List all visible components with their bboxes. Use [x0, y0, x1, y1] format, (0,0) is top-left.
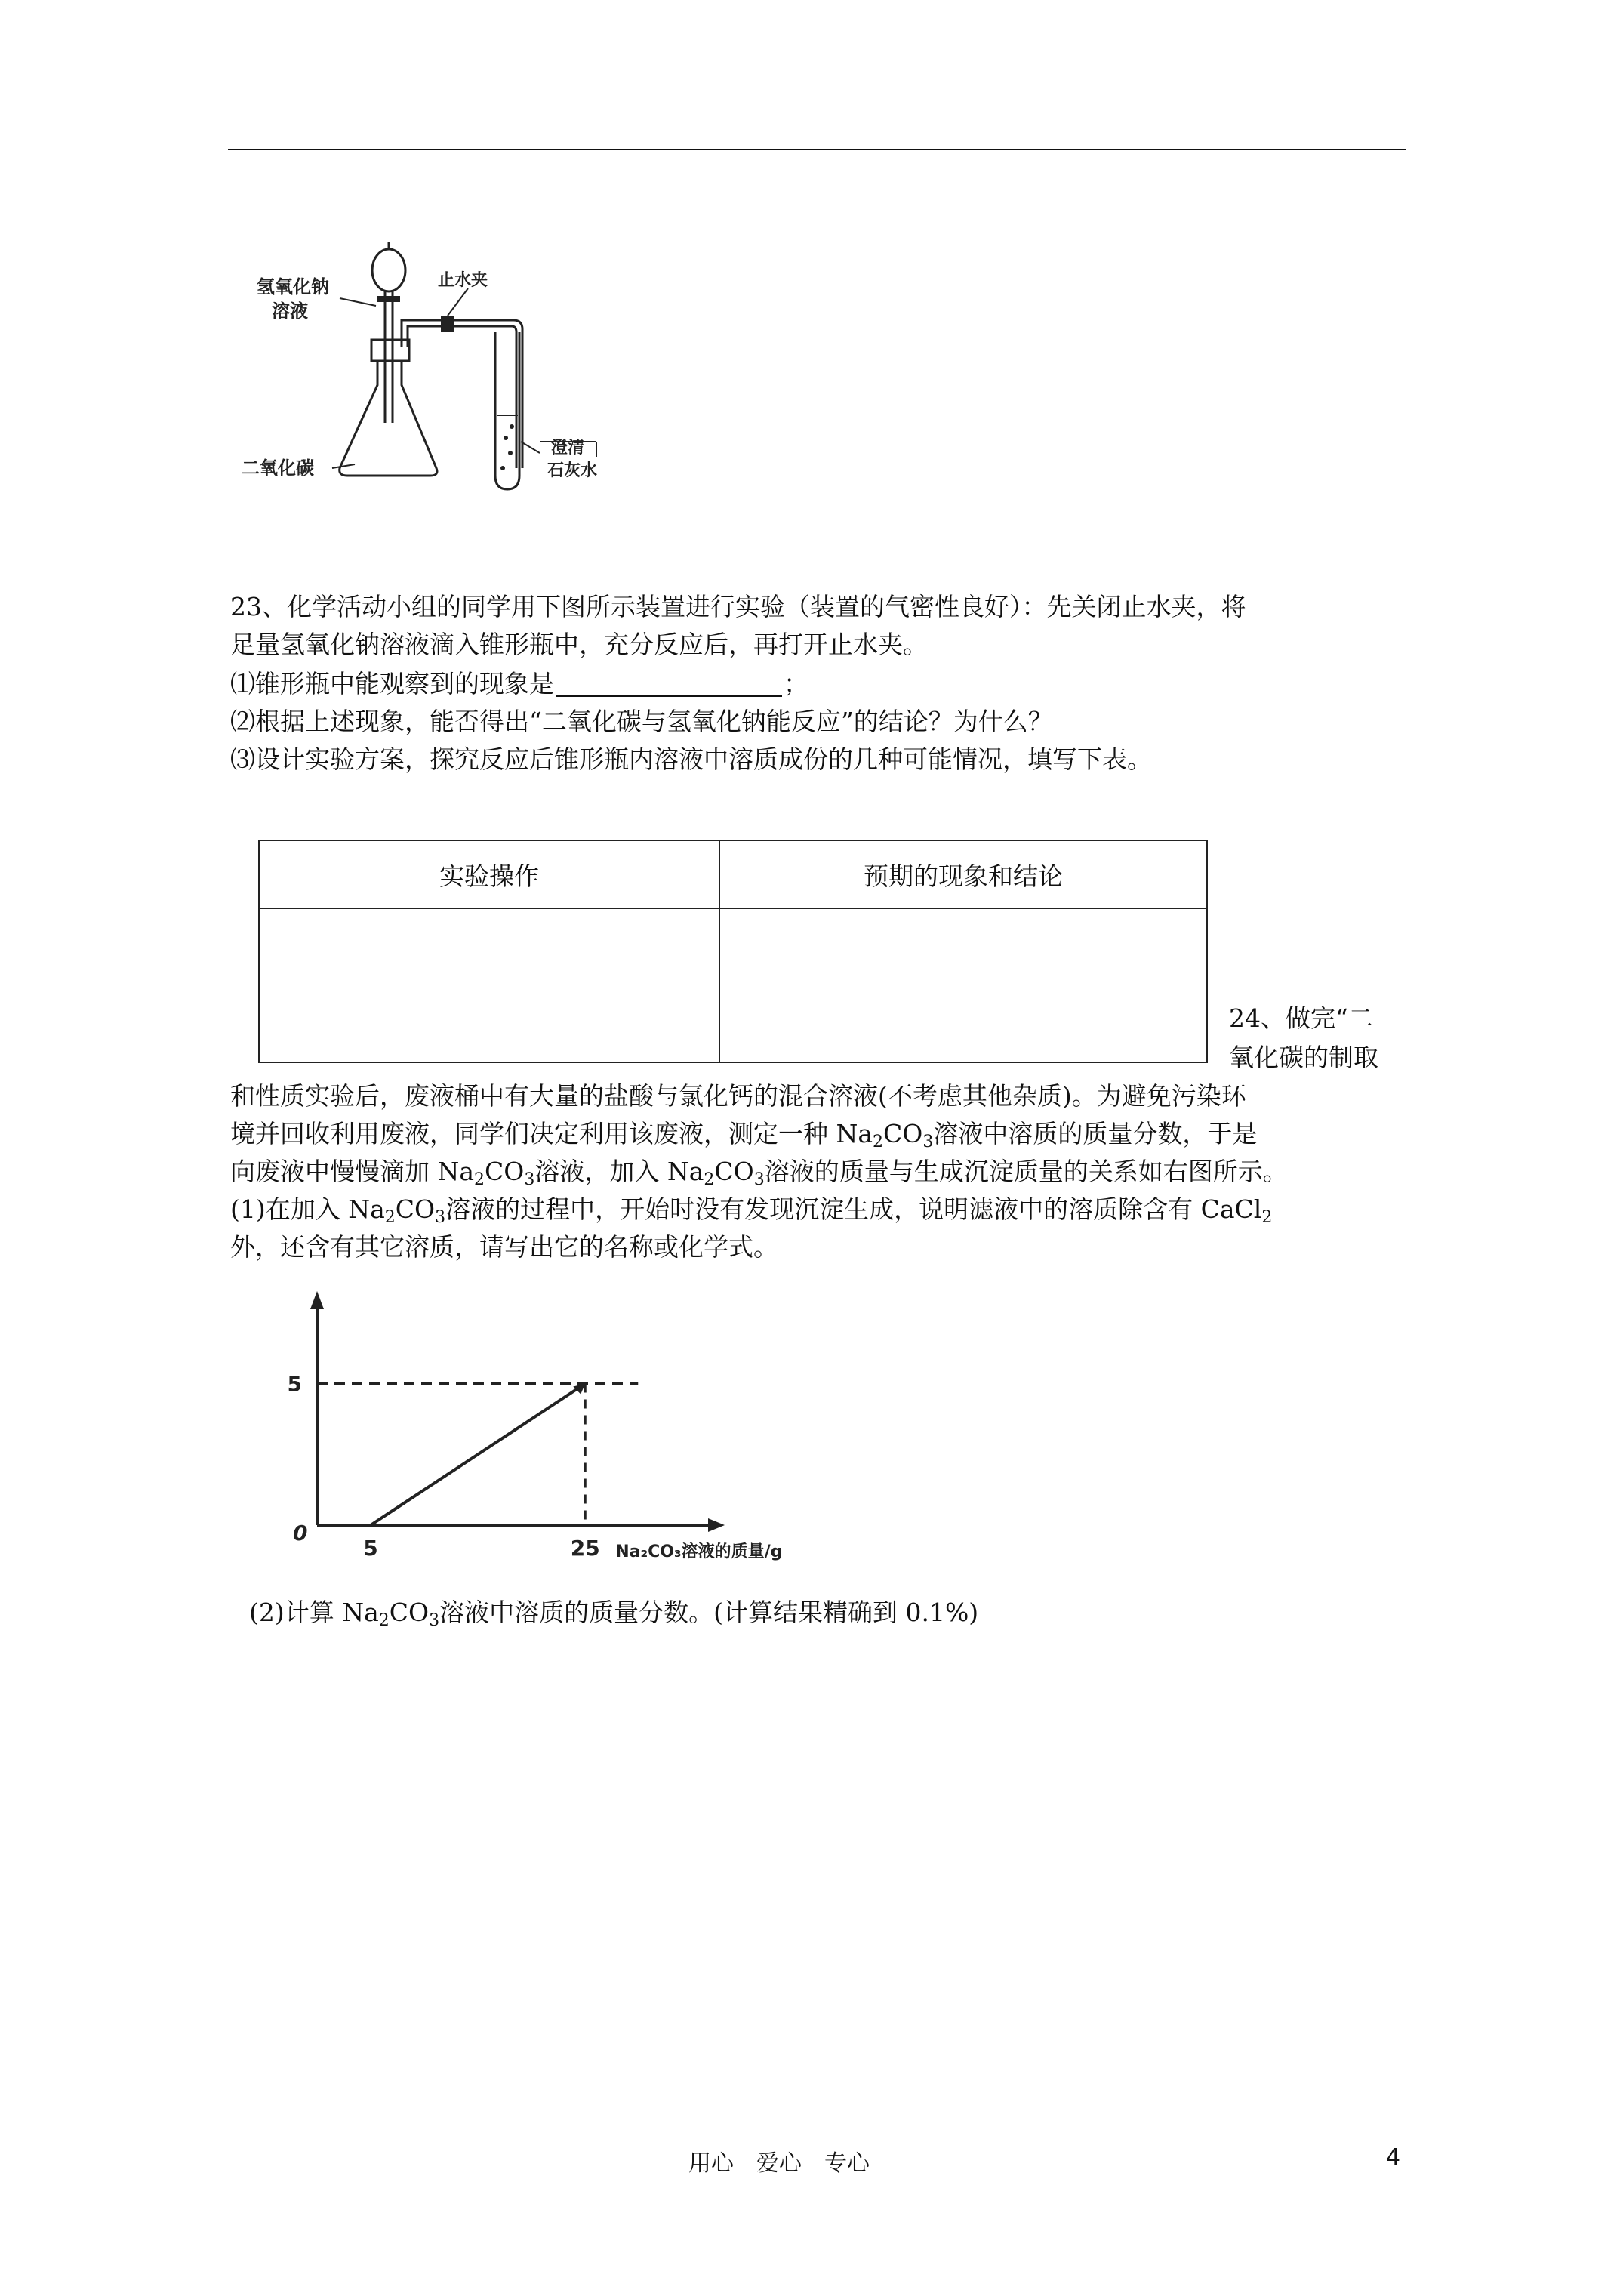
q24-line6 [249, 1595, 978, 1631]
q24-line4 [230, 1191, 1272, 1228]
sub-2: 2 [474, 1170, 485, 1189]
q24-line6-c: 溶液中溶质的质量分数。(计算结果精确到 0.1%) [439, 1598, 979, 1627]
label-solution: 溶液 [272, 300, 308, 322]
sub-2: 2 [1261, 1208, 1273, 1227]
x-axis-arrow [708, 1518, 725, 1532]
x-axis-label: Na₂CO₃溶液的质量/g [615, 1542, 783, 1561]
q24-line2-a: 境并回收利用废液，同学们决定利用该废液，测定一种 Na [230, 1119, 873, 1148]
q23-line2: 足量氢氧化钠溶液滴入锥形瓶中，充分反应后，再打开止水夹。 [230, 630, 928, 659]
q24-line3-e: 溶液的质量与生成沉淀质量的关系如右图所示。 [764, 1157, 1288, 1186]
sub-3: 3 [429, 1611, 440, 1630]
q24-line2 [230, 1116, 1257, 1152]
origin-label: 0 [293, 1521, 308, 1546]
precipitate-chart [287, 1284, 783, 1570]
q24-line2-c: 溶液中溶质的质量分数，于是 [933, 1119, 1258, 1148]
sub-3: 3 [753, 1170, 765, 1189]
q24-line3-a: 向废液中慢慢滴加 Na [230, 1157, 475, 1186]
sub-2: 2 [384, 1208, 396, 1227]
label-limewater-1: 澄清 [551, 439, 585, 458]
x-tick-label: 25 [570, 1536, 600, 1561]
q24-line5: 外，还含有其它溶质，请写出它的名称或化学式。 [230, 1232, 778, 1262]
sub-2: 2 [704, 1170, 715, 1189]
q24-line3-c: 溶液，加入 Na [534, 1157, 704, 1186]
q23-line3-end: ； [784, 669, 808, 698]
sub-3: 3 [524, 1170, 535, 1189]
table-cell-result[interactable] [719, 908, 1207, 1062]
q23-line3 [230, 666, 808, 702]
answer-blank[interactable] [556, 670, 782, 697]
experiment-table [258, 840, 1208, 1063]
q24-line3-b: CO [485, 1157, 525, 1186]
q24-line4-b: CO [395, 1194, 436, 1224]
q23-line3-text: ⑴锥形瓶中能观察到的现象是 [230, 669, 554, 698]
x-tick-label: 5 [363, 1536, 378, 1561]
q24-line4-a: (1)在加入 Na [230, 1194, 385, 1224]
series-line [317, 1384, 585, 1526]
label-clamp: 止水夹 [438, 271, 488, 290]
label-co2: 二氧化碳 [242, 458, 314, 479]
table-cell-operation[interactable] [259, 908, 719, 1062]
label-limewater-2: 石灰水 [547, 461, 598, 480]
q24-line6-b: CO [389, 1598, 430, 1627]
q24-line4-c: 溶液的过程中，开始时没有发现沉淀生成，说明滤液中的溶质除含有 CaCl [445, 1194, 1262, 1224]
page-number: 4 [1386, 2144, 1401, 2171]
y-tick-label: 5 [287, 1371, 302, 1397]
header-rule [228, 149, 1406, 150]
q24-line6-a: (2)计算 Na [249, 1598, 379, 1627]
sub-2: 2 [378, 1611, 390, 1630]
label-naoh: 氢氧化钠 [257, 276, 329, 297]
q24-line1: 和性质实验后，废液桶中有大量的盐酸与氯化钙的混合溶液(不考虑其他杂质)。为避免污染环 [230, 1081, 1246, 1111]
q23-line5: ⑶设计实验方案，探究反应后锥形瓶内溶液中溶质成份的几种可能情况，填写下表。 [230, 744, 1152, 774]
q23-line4: ⑵根据上述现象，能否得出“二氧化碳与氢氧化钠能反应”的结论？为什么？ [230, 707, 1053, 736]
q24-side1: 24、做完“二 [1229, 1003, 1373, 1033]
table-header-result: 预期的现象和结论 [719, 840, 1207, 908]
y-axis-arrow [310, 1291, 324, 1309]
table-header-operation: 实验操作 [259, 840, 719, 908]
q24-line2-b: CO [883, 1119, 923, 1148]
q24-side2: 氧化碳的制取 [1229, 1043, 1378, 1072]
q24-line3 [230, 1154, 1288, 1190]
footer-motto: 用心 爱心 专心 [688, 2150, 870, 2177]
sub-3: 3 [922, 1133, 934, 1151]
sub-3: 3 [435, 1208, 446, 1227]
apparatus-figure [242, 234, 619, 491]
q24-line3-d: CO [714, 1157, 754, 1186]
sub-2: 2 [873, 1133, 884, 1151]
q23-line1: 23、化学活动小组的同学用下图所示装置进行实验（装置的气密性良好）：先关闭止水夹，将 [230, 592, 1246, 621]
